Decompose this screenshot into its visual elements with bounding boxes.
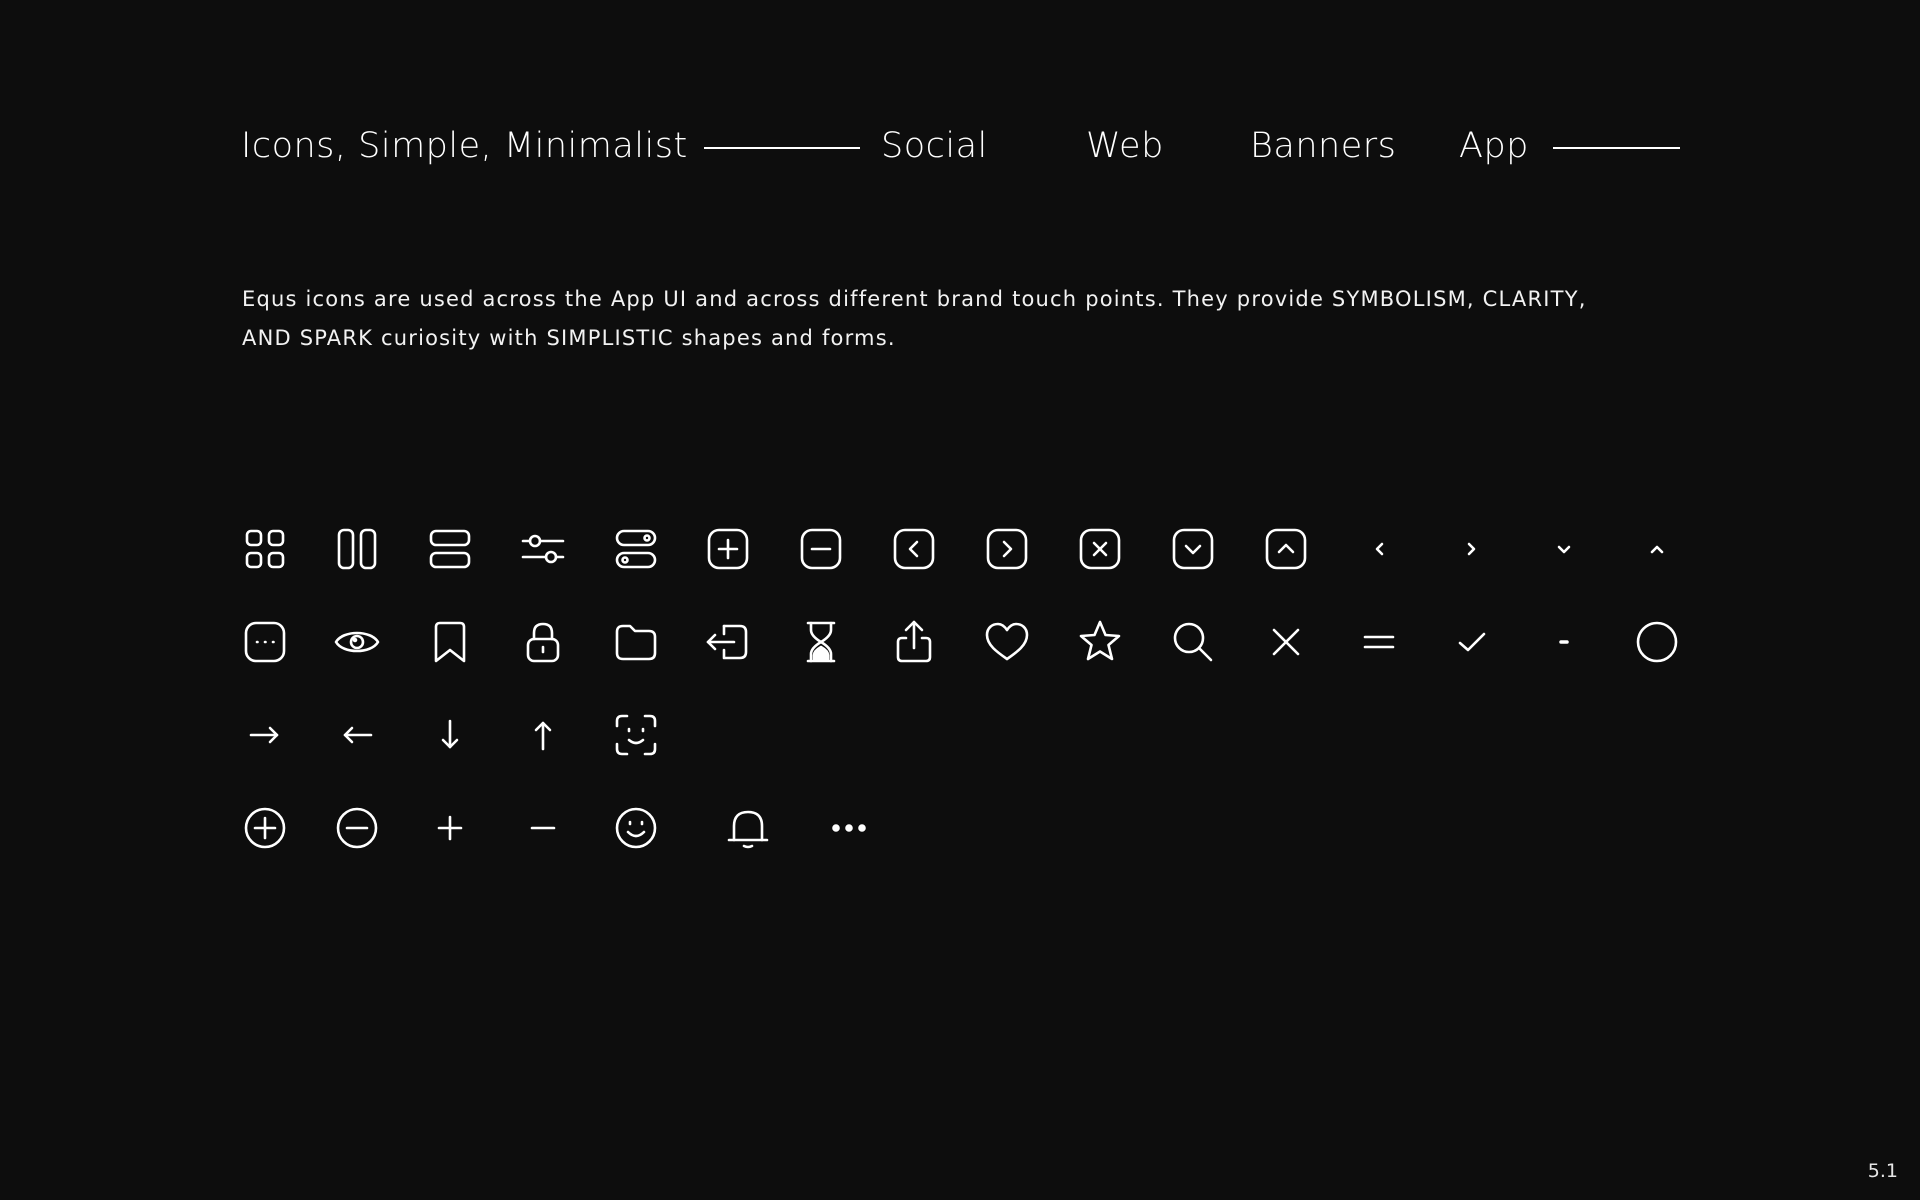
divider-line: [704, 147, 860, 149]
heart-icon: [983, 618, 1031, 666]
square-chevron-left-icon: [890, 525, 938, 573]
circle-plus-icon: [241, 804, 289, 852]
rows-icon: [426, 525, 474, 573]
page-title: Icons, Simple, Minimalist: [241, 126, 688, 166]
chevron-left-icon: [1355, 525, 1403, 573]
chevron-down-icon: [1540, 525, 1588, 573]
more-dots-icon: [825, 804, 873, 852]
search-icon: [1169, 618, 1217, 666]
arrow-left-icon: [333, 711, 381, 759]
folder-icon: [612, 618, 660, 666]
arrow-right-icon: [241, 711, 289, 759]
message-dots-icon: [241, 618, 289, 666]
square-x-icon: [1076, 525, 1124, 573]
square-minus-icon: [797, 525, 845, 573]
square-chevron-down-icon: [1169, 525, 1217, 573]
nav-banners[interactable]: Banners: [1250, 126, 1397, 166]
circle-minus-icon: [333, 804, 381, 852]
toggles-icon: [612, 525, 660, 573]
eye-icon: [333, 618, 381, 666]
bookmark-icon: [426, 618, 474, 666]
arrow-down-icon: [426, 711, 474, 759]
minus-icon: [519, 804, 567, 852]
bell-icon: [724, 804, 772, 852]
nav-app[interactable]: App: [1459, 126, 1529, 166]
chevron-up-icon: [1633, 525, 1681, 573]
share-icon: [890, 618, 938, 666]
divider-line: [1553, 147, 1680, 149]
grid-icon: [241, 525, 289, 573]
description-text: Equs icons are used across the App UI and across different brand touch points. They provide SYMBOLISM, CLARITY, AND SPARK curiosity with SIMPLISTIC shapes and forms.: [242, 287, 1587, 350]
sliders-icon: [519, 525, 567, 573]
check-icon: [1448, 618, 1496, 666]
square-chevron-up-icon: [1262, 525, 1310, 573]
nav-web[interactable]: Web: [1086, 126, 1164, 166]
header-nav: [0, 118, 1920, 178]
login-icon: [704, 618, 752, 666]
lock-icon: [519, 618, 567, 666]
equals-icon: [1355, 618, 1403, 666]
square-chevron-right-icon: [983, 525, 1031, 573]
page-number: 5.1: [1867, 1160, 1898, 1182]
square-plus-icon: [704, 525, 752, 573]
dash-icon: [1540, 618, 1588, 666]
chevron-right-icon: [1448, 525, 1496, 573]
smile-icon: [612, 804, 660, 852]
nav-social[interactable]: Social: [881, 126, 988, 166]
arrow-up-icon: [519, 711, 567, 759]
face-scan-icon: [612, 711, 660, 759]
circle-icon: [1633, 618, 1681, 666]
close-icon: [1262, 618, 1310, 666]
star-icon: [1076, 618, 1124, 666]
plus-icon: [426, 804, 474, 852]
hourglass-icon: [797, 618, 845, 666]
columns-icon: [333, 525, 381, 573]
